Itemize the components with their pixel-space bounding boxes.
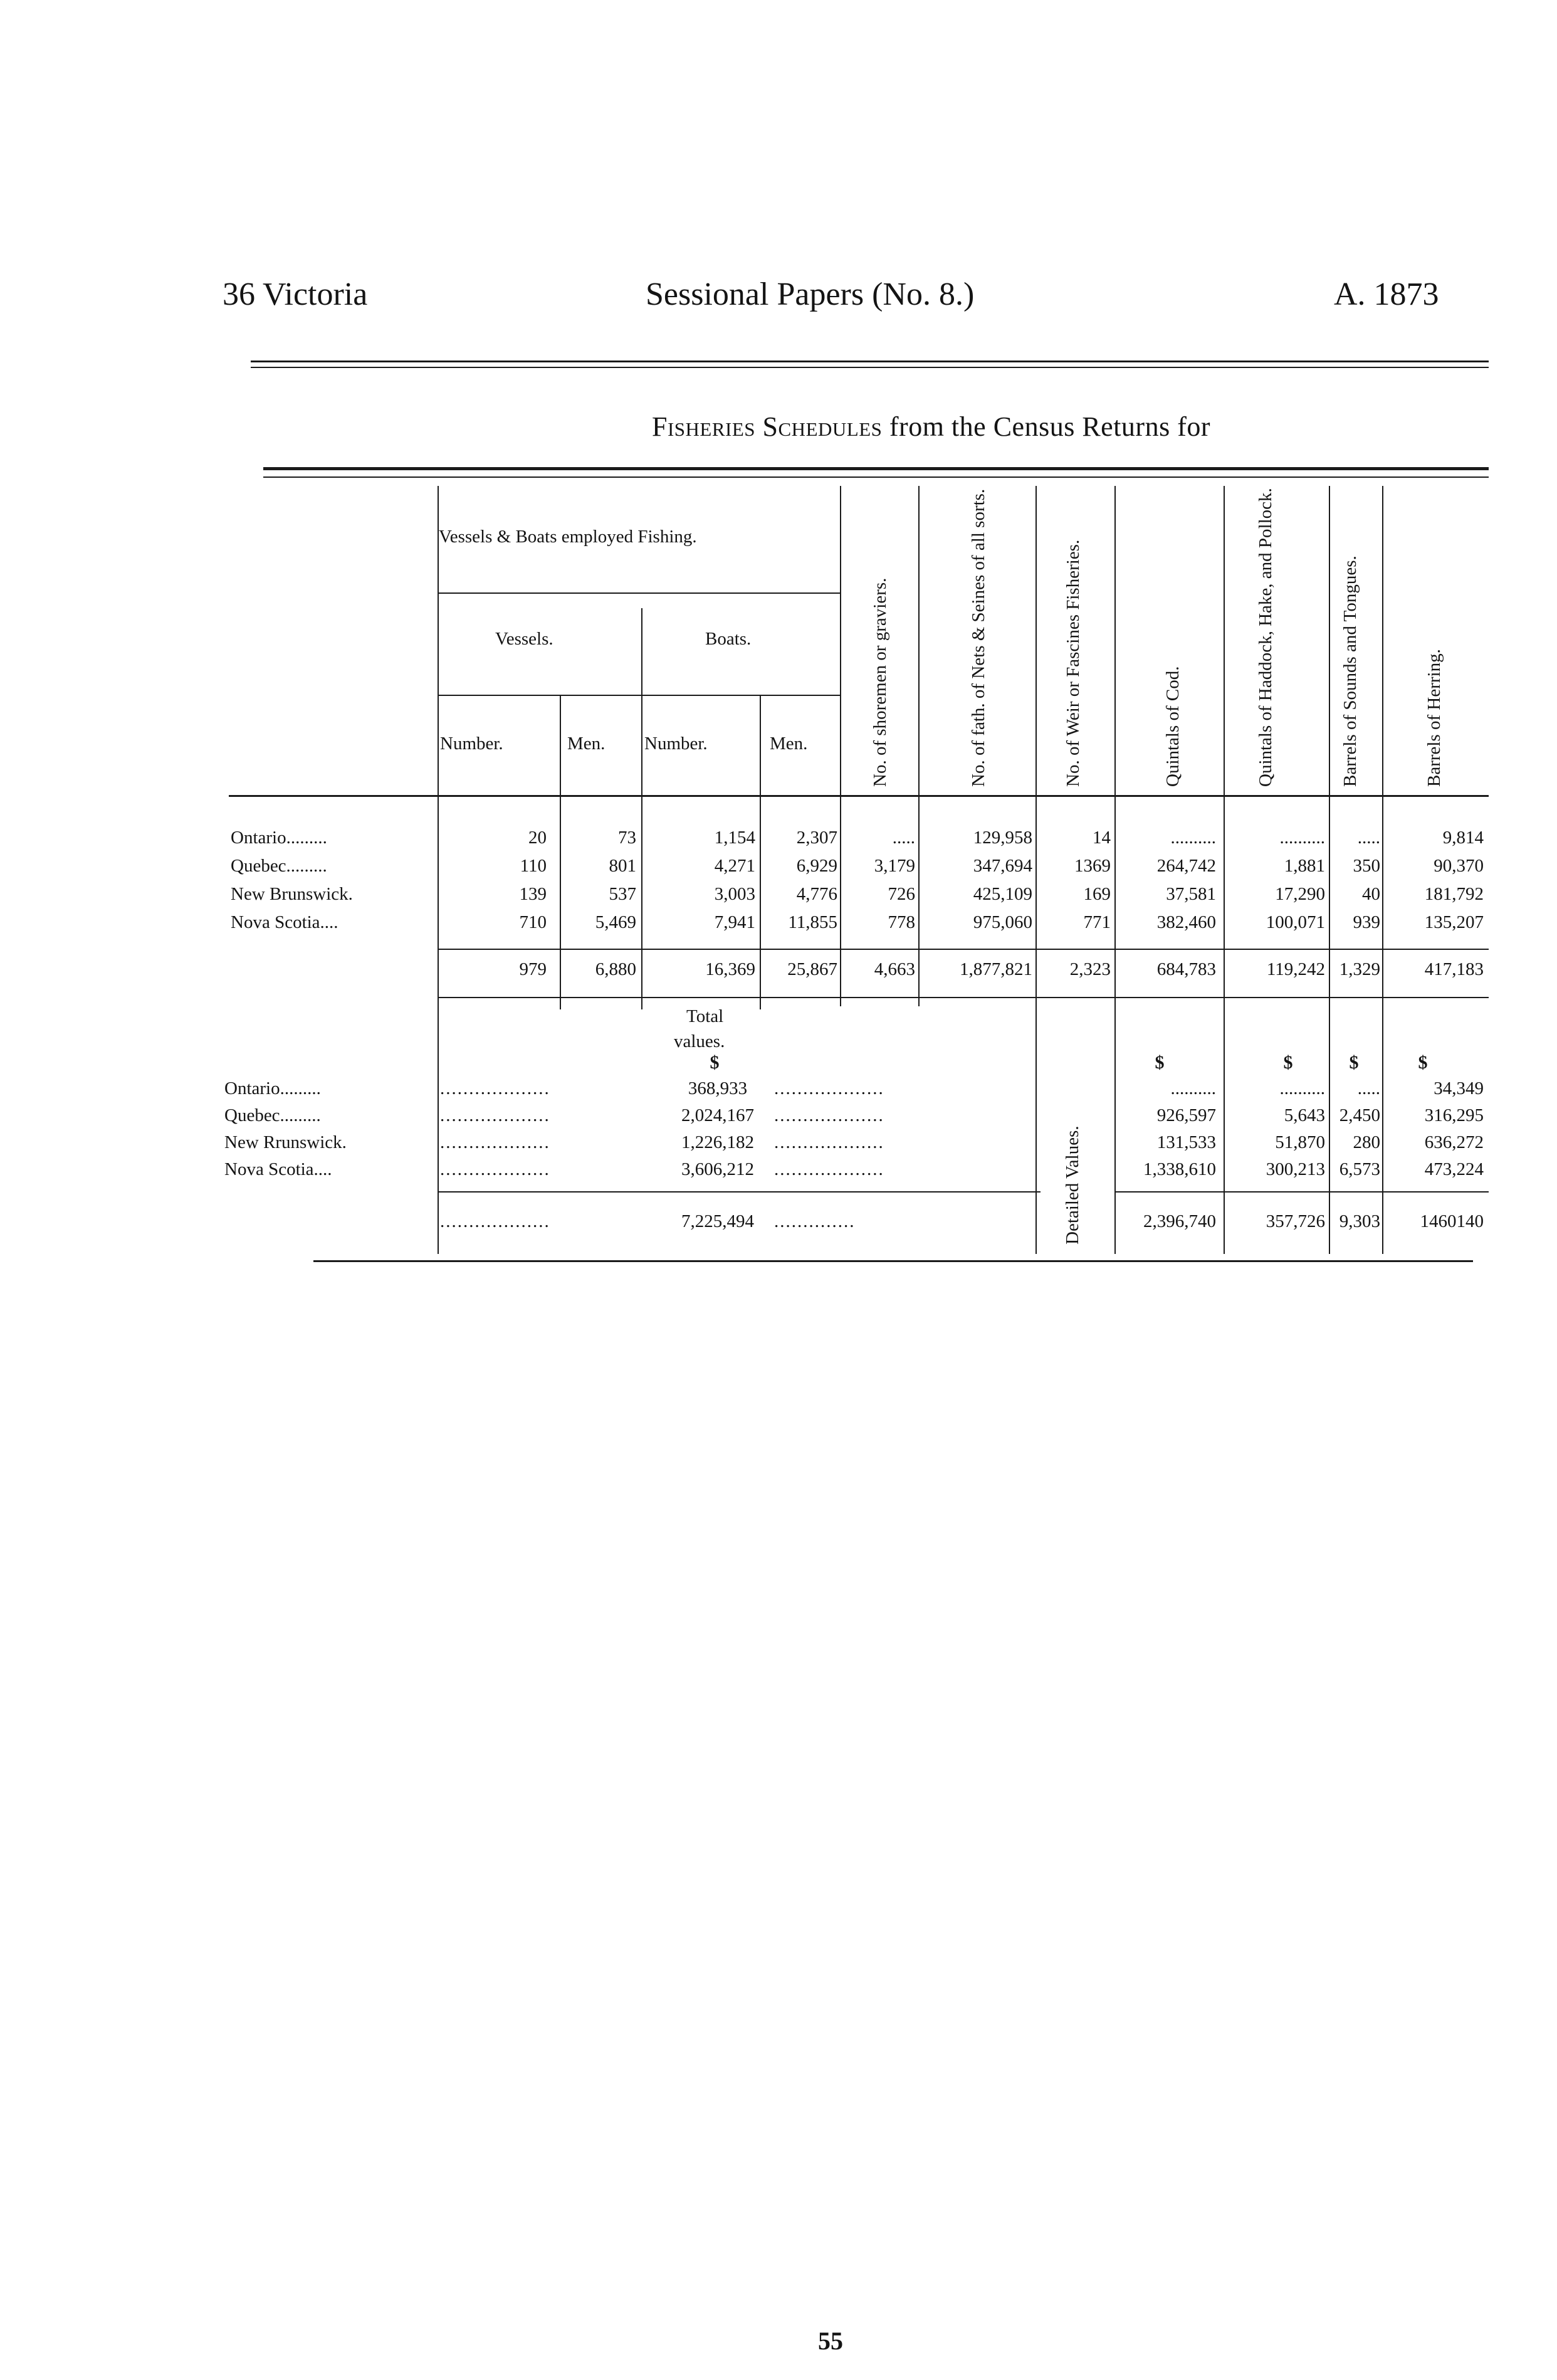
cell-sounds: 350 bbox=[1353, 856, 1380, 876]
total-haddock: 119,242 bbox=[1266, 959, 1325, 979]
total-sounds: 1,329 bbox=[1339, 959, 1380, 979]
total-values-label-1: Total bbox=[686, 1006, 724, 1026]
cell-boats-men: 2,307 bbox=[796, 828, 837, 848]
page-title bbox=[652, 411, 1210, 443]
currency-herring: $ bbox=[1418, 1052, 1428, 1073]
cell-shoremen: ..... bbox=[892, 828, 915, 848]
values-row-total: 3,606,212 bbox=[681, 1159, 754, 1179]
value-herring: 34,349 bbox=[1434, 1078, 1484, 1098]
cell-shoremen: 726 bbox=[888, 884, 915, 904]
values-row-province-label: Quebec......... bbox=[224, 1105, 321, 1125]
value-herring: 636,272 bbox=[1424, 1132, 1484, 1152]
boats-number-header: Number. bbox=[644, 734, 708, 754]
header-rule-2 bbox=[251, 367, 1489, 368]
row-province-label: New Brunswick. bbox=[231, 884, 353, 904]
cell-vessels-number: 139 bbox=[519, 884, 547, 904]
title-lead: Fisheries Schedules bbox=[652, 411, 883, 442]
values-total-leader-2: .............. bbox=[774, 1211, 856, 1231]
total-vessels-number: 979 bbox=[519, 959, 547, 979]
header-cod: Quintals of Cod. bbox=[1163, 666, 1183, 787]
values-row-leader: ................... bbox=[440, 1132, 550, 1152]
cell-shoremen: 3,179 bbox=[874, 856, 915, 876]
currency-sounds: $ bbox=[1349, 1052, 1359, 1073]
header-year: A. 1873 bbox=[1334, 276, 1439, 312]
header-rule-1 bbox=[251, 361, 1489, 362]
totals-bottom-rule bbox=[439, 997, 1489, 998]
total-shoremen: 4,663 bbox=[874, 959, 915, 979]
vessels-header: Vessels. bbox=[495, 629, 553, 649]
header-shoremen: No. of shoremen or graviers. bbox=[870, 577, 890, 787]
cell-boats-men: 6,929 bbox=[796, 856, 837, 876]
cell-vessels-number: 710 bbox=[519, 912, 547, 932]
page-number-mark: 55 bbox=[818, 2327, 843, 2355]
header-volume: 36 Victoria bbox=[223, 276, 368, 312]
cell-cod: 264,742 bbox=[1156, 856, 1216, 876]
header-sounds: Barrels of Sounds and Tongues. bbox=[1340, 556, 1360, 787]
header-haddock: Quintals of Haddock, Hake, and Pollock. bbox=[1256, 488, 1276, 787]
cell-vessels-men: 73 bbox=[618, 828, 636, 848]
cell-herring: 135,207 bbox=[1424, 912, 1484, 932]
cell-boats-men: 4,776 bbox=[796, 884, 837, 904]
values-row-province-label: Ontario......... bbox=[224, 1078, 321, 1098]
values-row-province-label: Nova Scotia.... bbox=[224, 1159, 332, 1179]
values-row-total: 368,933 bbox=[688, 1078, 748, 1098]
values-row-leader-2: ................... bbox=[774, 1132, 884, 1152]
total-values-label-2: values. bbox=[674, 1031, 725, 1051]
values-row-leader-2: ................... bbox=[774, 1078, 884, 1098]
subheader-rule bbox=[439, 695, 840, 696]
cell-weirs: 771 bbox=[1083, 912, 1111, 932]
cell-weirs: 169 bbox=[1083, 884, 1111, 904]
cell-haddock: 17,290 bbox=[1275, 884, 1325, 904]
header-nets: No. of fath. of Nets & Seines of all sorts. bbox=[968, 488, 988, 787]
row-province-label: Nova Scotia.... bbox=[231, 912, 338, 932]
total-values-currency: $ bbox=[710, 1052, 720, 1073]
values-row-leader-2: ................... bbox=[774, 1159, 884, 1179]
total-cod: 684,783 bbox=[1156, 959, 1216, 979]
total-vessels-men: 6,880 bbox=[595, 959, 636, 979]
header-sessional-papers: Sessional Papers (No. 8.) bbox=[646, 276, 975, 312]
values-row-leader: ................... bbox=[440, 1078, 550, 1098]
cell-sounds: ..... bbox=[1357, 828, 1380, 848]
values-row-total: 2,024,167 bbox=[681, 1105, 754, 1125]
values-total-sounds: 9,303 bbox=[1339, 1211, 1380, 1231]
value-haddock: 5,643 bbox=[1284, 1105, 1325, 1125]
cell-vessels-men: 537 bbox=[609, 884, 636, 904]
cell-weirs: 14 bbox=[1093, 828, 1111, 848]
cell-haddock: .......... bbox=[1279, 828, 1325, 848]
value-haddock: .......... bbox=[1279, 1078, 1325, 1098]
value-cod: .......... bbox=[1170, 1078, 1216, 1098]
header-herring: Barrels of Herring. bbox=[1424, 649, 1444, 787]
values-total-haddock: 357,726 bbox=[1266, 1211, 1325, 1231]
values-row-leader: ................... bbox=[440, 1105, 550, 1125]
values-total-rule-left bbox=[439, 1191, 1041, 1193]
cell-boats-number: 3,003 bbox=[714, 884, 755, 904]
detailed-values-label: Detailed Values. bbox=[1062, 1125, 1083, 1245]
cell-boats-men: 11,855 bbox=[788, 912, 837, 932]
cell-nets: 129,958 bbox=[973, 828, 1032, 848]
total-boats-men: 25,867 bbox=[787, 959, 837, 979]
value-haddock: 300,213 bbox=[1266, 1159, 1325, 1179]
value-haddock: 51,870 bbox=[1275, 1132, 1325, 1152]
value-sounds: 6,573 bbox=[1339, 1159, 1380, 1179]
currency-haddock: $ bbox=[1283, 1052, 1293, 1073]
total-herring: 417,183 bbox=[1424, 959, 1484, 979]
currency-cod: $ bbox=[1155, 1052, 1165, 1073]
values-row-province-label: New Rrunswick. bbox=[224, 1132, 347, 1152]
cell-shoremen: 778 bbox=[888, 912, 915, 932]
header-weirs: No. of Weir or Fascines Fisheries. bbox=[1063, 539, 1083, 787]
cell-cod: 37,581 bbox=[1166, 884, 1216, 904]
cell-herring: 9,814 bbox=[1442, 828, 1484, 848]
cell-boats-number: 7,941 bbox=[714, 912, 755, 932]
group-header-rule bbox=[439, 592, 840, 594]
totals-top-rule bbox=[439, 949, 1489, 950]
table-top-rule bbox=[263, 467, 1489, 470]
value-herring: 473,224 bbox=[1424, 1159, 1484, 1179]
value-cod: 131,533 bbox=[1156, 1132, 1216, 1152]
cell-boats-number: 1,154 bbox=[714, 828, 755, 848]
total-weirs: 2,323 bbox=[1069, 959, 1111, 979]
cell-weirs: 1369 bbox=[1074, 856, 1111, 876]
cell-sounds: 939 bbox=[1353, 912, 1380, 932]
total-boats-number: 16,369 bbox=[705, 959, 755, 979]
value-cod: 926,597 bbox=[1156, 1105, 1216, 1125]
cell-nets: 425,109 bbox=[973, 884, 1032, 904]
cell-cod: 382,460 bbox=[1156, 912, 1216, 932]
vessels-men-header: Men. bbox=[567, 734, 606, 754]
cell-nets: 347,694 bbox=[973, 856, 1032, 876]
row-province-label: Quebec......... bbox=[231, 856, 327, 876]
title-rest: from the Census Returns for bbox=[889, 411, 1210, 442]
table-top-rule-thin bbox=[263, 477, 1489, 478]
values-row-leader: ................... bbox=[440, 1159, 550, 1179]
values-row-leader-2: ................... bbox=[774, 1105, 884, 1125]
cell-cod: .......... bbox=[1170, 828, 1216, 848]
cell-vessels-number: 110 bbox=[520, 856, 547, 876]
values-total-herring: 1460140 bbox=[1420, 1211, 1484, 1231]
cell-boats-number: 4,271 bbox=[714, 856, 755, 876]
cell-vessels-men: 5,469 bbox=[595, 912, 636, 932]
value-sounds: 2,450 bbox=[1339, 1105, 1380, 1125]
values-total-cod: 2,396,740 bbox=[1143, 1211, 1216, 1231]
total-nets: 1,877,821 bbox=[960, 959, 1032, 979]
cell-nets: 975,060 bbox=[973, 912, 1032, 932]
row-province-label: Ontario......... bbox=[231, 828, 327, 848]
values-total: 7,225,494 bbox=[681, 1211, 754, 1231]
cell-sounds: 40 bbox=[1362, 884, 1380, 904]
values-total-rule-right bbox=[1116, 1191, 1489, 1193]
cell-herring: 90,370 bbox=[1434, 856, 1484, 876]
cell-haddock: 1,881 bbox=[1284, 856, 1325, 876]
cell-vessels-men: 801 bbox=[609, 856, 636, 876]
vessels-number-header: Number. bbox=[440, 734, 503, 754]
header-bottom-rule bbox=[229, 795, 1489, 797]
value-sounds: ..... bbox=[1357, 1078, 1380, 1098]
boats-men-header: Men. bbox=[770, 734, 808, 754]
value-herring: 316,295 bbox=[1424, 1105, 1484, 1125]
values-total-leader: ................... bbox=[440, 1211, 550, 1231]
table-bottom-rule bbox=[313, 1260, 1473, 1262]
boats-header: Boats. bbox=[705, 629, 752, 649]
values-row-total: 1,226,182 bbox=[681, 1132, 754, 1152]
group-header-vessels-boats: Vessels & Boats employed Fishing. bbox=[439, 527, 697, 547]
cell-herring: 181,792 bbox=[1424, 884, 1484, 904]
cell-vessels-number: 20 bbox=[528, 828, 547, 848]
value-sounds: 280 bbox=[1353, 1132, 1380, 1152]
value-cod: 1,338,610 bbox=[1143, 1159, 1216, 1179]
cell-haddock: 100,071 bbox=[1266, 912, 1325, 932]
